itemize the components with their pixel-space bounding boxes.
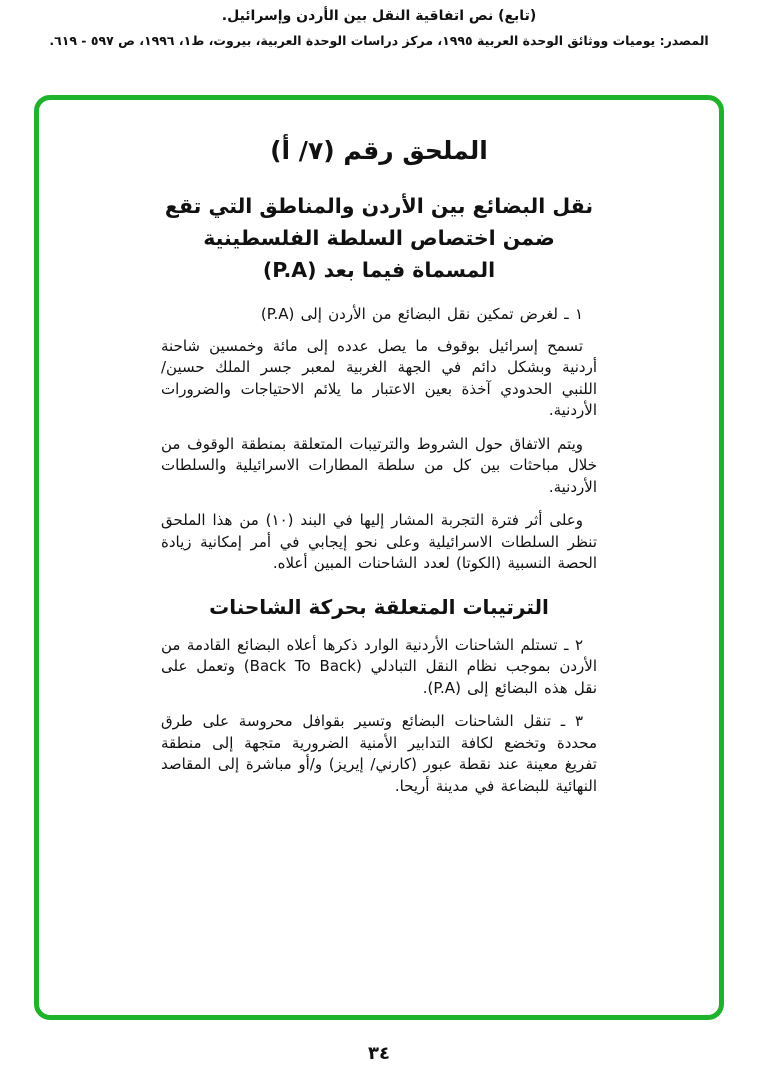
document-green-border-box [34,95,724,1020]
header-title: (تابع) نص اتفاقية النقل بين الأردن وإسرائيل. [221,8,537,24]
paragraph-agreement-terms: ويتم الاتفاق حول الشروط والترتيبات المتعلقة بمنطقة الوقوف من خلال مباحثات بين كل من سلطة المطارات الاسرائيلية والسلطات الأردنية. [161,434,597,496]
paragraph-clause-3: ٣ ـ تنقل الشاحنات البضائع وتسير بقوافل محروسة على طرق محددة وتخضع لكافة التدابير الأمنية الضرورية متجهة إلى منطقة تفريغ معينة عند نقطة عبور (كارني/ إيريز) و/أو مباشرة إلى المقاصد النهائية للبضاعة في مدينة أريحا. [161,712,597,795]
paragraph-trial-period: وعلى أثر فترة التجربة المشار إليها في البند (١٠) من هذا الملحق تنظر السلطات الاسرائيلية وعلى نحو إيجابي في أمر إمكانية زيادة الحصة النسبية (الكوتا) لعدد الشاحنات المبين أعلاه. [161,511,597,573]
annex-title: الملحق رقم (٧/ أ) [270,136,488,165]
heading-line-1: نقل البضائع بين الأردن والمناطق التي تقع [164,194,594,218]
document-heading [161,191,597,286]
page-number: ٣٤ [368,1043,390,1064]
paragraph-clause-2: ٢ ـ تستلم الشاحنات الأردنية الوارد ذكرها أعلاه البضائع القادمة من الأردن بموجب نظام النقل التبادلي (Back To Back) وتعمل على نقل هذه البضائع إلى (P.A). [161,635,597,697]
section-heading-truck-movement: الترتيبات المتعلقة بحركة الشاحنات [209,594,549,619]
paragraph-clause-1: ١ ـ لغرض تمكين نقل البضائع من الأردن إلى (P.A) [260,305,583,324]
heading-line-3: المسماة فيما بعد (P.A) [262,257,496,282]
page-header [0,0,758,48]
header-source-citation: المصدر: يوميات ووثائق الوحدة العربية ١٩٩٥، مركز دراسات الوحدة العربية، بيروت، ط١، ١٩٩٦، ص ٥٩٧ - ٦١٩. [49,33,709,48]
paragraph-trucks-parking: تسمح إسرائيل بوقوف ما يصل عدده إلى مائة وخمسين شاحنة أردنية وبشكل دائم في الجهة الغربية لمعبر جسر الملك حسين/ اللنبي الحدودي آخذة بعين الاعتبار ما يلائم الاحتياجات والضرورات الأردنية. [161,336,597,420]
heading-line-2: ضمن اختصاص السلطة الفلسطينية [203,225,555,250]
